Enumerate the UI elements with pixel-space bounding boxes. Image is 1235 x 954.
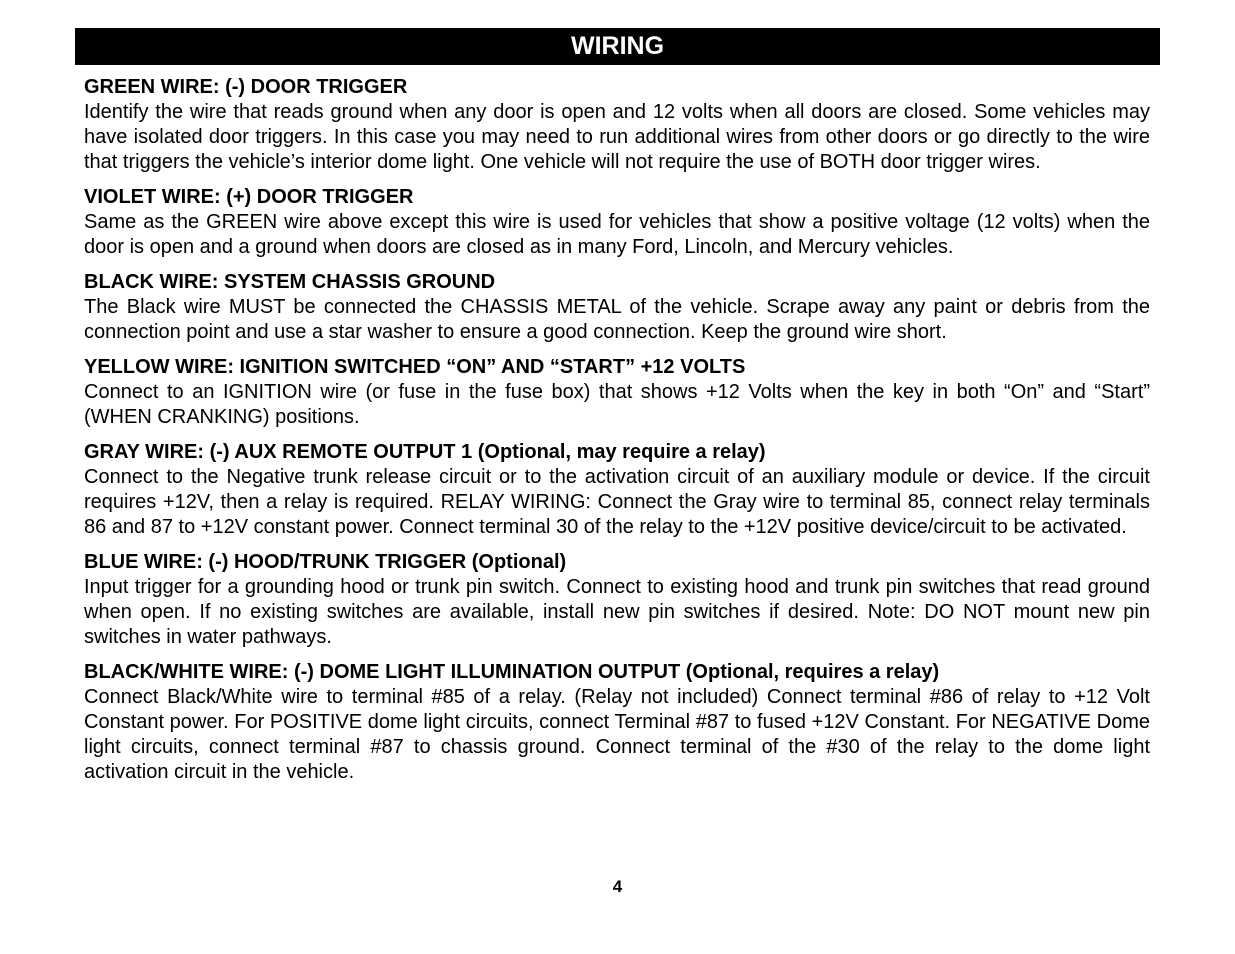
- section-body: Connect Black/White wire to terminal #85 of a relay. (Relay not included) Connect terminal #86 of relay to +12 Volt Constant power. For POSITIVE dome light circuits, connect Terminal #87 to fused +12V Constant. For NEGATIVE Dome light circuits, connect terminal #87 to chassis ground. Connect terminal of the #30 of the relay to the dome light activation circuit in the vehicle.: [84, 686, 1150, 783]
- page-title: WIRING: [75, 28, 1160, 65]
- section-gray-wire: [84, 440, 1150, 540]
- section-heading: VIOLET WIRE: (+) DOOR TRIGGER: [84, 186, 414, 208]
- section-heading: BLUE WIRE: (-) HOOD/TRUNK TRIGGER (Optional): [84, 551, 567, 573]
- section-body: Identify the wire that reads ground when any door is open and 12 volts when all doors are closed. Some vehicles may have isolated door triggers. In this case you may need to run additional wires from other doors or go directly to the wire that triggers the vehicle’s interior dome light. One vehicle will not require the use of BOTH door trigger wires.: [84, 101, 1150, 173]
- section-violet-wire: [84, 185, 1150, 260]
- section-black-wire: [84, 270, 1150, 345]
- section-yellow-wire: [84, 355, 1150, 430]
- wiring-sections: [84, 75, 1150, 795]
- section-heading: YELLOW WIRE: IGNITION SWITCHED “ON” AND “START” +12 VOLTS: [84, 356, 746, 378]
- page-number: 4: [612, 877, 623, 896]
- section-body: Connect to an IGNITION wire (or fuse in the fuse box) that shows +12 Volts when the key in both “On” and “Start” (WHEN CRANKING) positions.: [84, 381, 1150, 428]
- section-body: The Black wire MUST be connected the CHASSIS METAL of the vehicle. Scrape away any paint or debris from the connection point and use a star washer to ensure a good connection. Keep the ground wire short.: [84, 296, 1150, 343]
- section-heading: BLACK/WHITE WIRE: (-) DOME LIGHT ILLUMINATION OUTPUT (Optional, requires a relay): [84, 661, 940, 683]
- section-body: Same as the GREEN wire above except this wire is used for vehicles that show a positive voltage (12 volts) when the door is open and a ground when doors are closed as in many Ford, Lincoln, and Mercury vehicles.: [84, 211, 1150, 258]
- section-heading: GREEN WIRE: (-) DOOR TRIGGER: [84, 76, 408, 98]
- section-black-white-wire: [84, 660, 1150, 785]
- section-heading: BLACK WIRE: SYSTEM CHASSIS GROUND: [84, 271, 496, 293]
- section-green-wire: [84, 75, 1150, 175]
- section-body: Input trigger for a grounding hood or trunk pin switch. Connect to existing hood and trunk pin switches that read ground when open. If no existing switches are available, install new pin switches if desired. Note: DO NOT mount new pin switches in water pathways.: [84, 576, 1150, 648]
- section-heading: GRAY WIRE: (-) AUX REMOTE OUTPUT 1 (Optional, may require a relay): [84, 441, 766, 463]
- section-body: Connect to the Negative trunk release circuit or to the activation circuit of an auxiliary module or device. If the circuit requires +12V, then a relay is required. RELAY WIRING: Connect the Gray wire to terminal 85, connect relay terminals 86 and 87 to +12V constant power. Connect terminal 30 of the relay to the +12V positive device/circuit to be activated.: [84, 466, 1150, 538]
- section-blue-wire: [84, 550, 1150, 650]
